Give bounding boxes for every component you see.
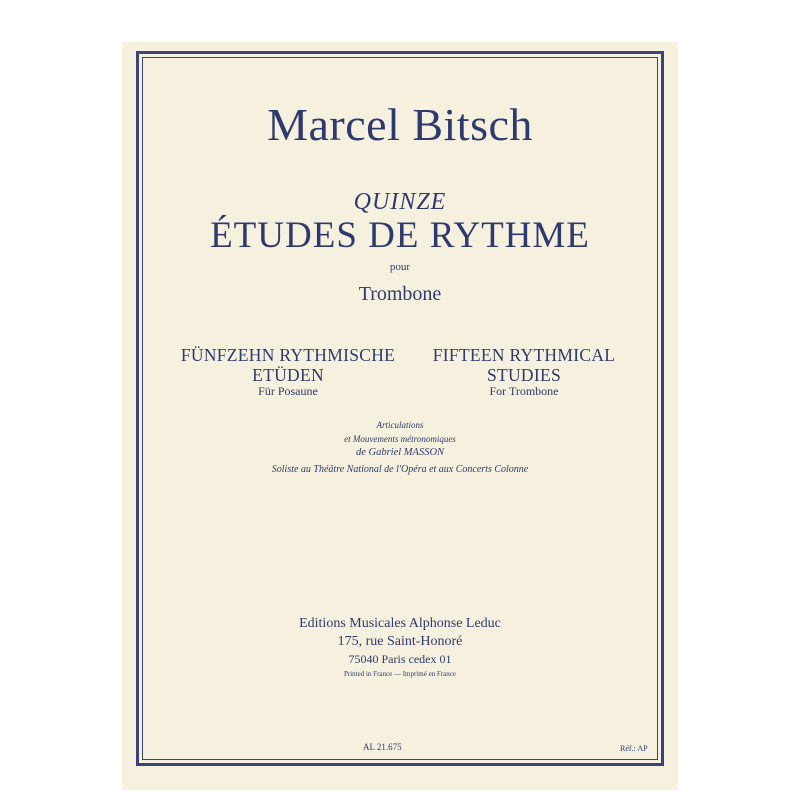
credit-editor-title: Soliste au Théâtre National de l'Opéra et aux Concerts Colonne [271, 464, 529, 475]
title-pour: pour [389, 261, 411, 273]
composer-name: Marcel Bitsch [267, 99, 533, 150]
credit-articulations: Articulations [376, 420, 424, 430]
german-title-line2: ETÜDEN [252, 365, 324, 385]
german-title-line1: FÜNFZEHN RYTHMISCHE [180, 345, 396, 365]
english-title-line1: FIFTEEN RYTHMICAL [432, 345, 616, 365]
printed-in-france: Printed in France — Imprimé en France [344, 670, 456, 678]
title-main: ÉTUDES DE RYTHME [210, 215, 590, 256]
title-quinze: QUINZE [353, 189, 447, 215]
title-instrument: Trombone [358, 283, 442, 305]
english-title-block [404, 345, 644, 399]
publisher-name: Editions Musicales Alphonse Leduc [299, 616, 501, 631]
english-title-line2: STUDIES [486, 365, 562, 385]
publisher-city: 75040 Paris cedex 01 [348, 652, 452, 666]
catalog-number: AL 21.675 [363, 742, 402, 752]
publisher-street: 175, rue Saint-Honoré [337, 634, 463, 649]
english-instrument: For Trombone [489, 384, 559, 398]
german-instrument: Für Posaune [258, 384, 318, 398]
credit-editor: de Gabriel MASSON [355, 447, 445, 458]
credit-metronome: et Mouvements métronomiques [344, 434, 456, 444]
reference-label: Réf.: AP [620, 744, 648, 753]
german-title-block [170, 345, 406, 399]
